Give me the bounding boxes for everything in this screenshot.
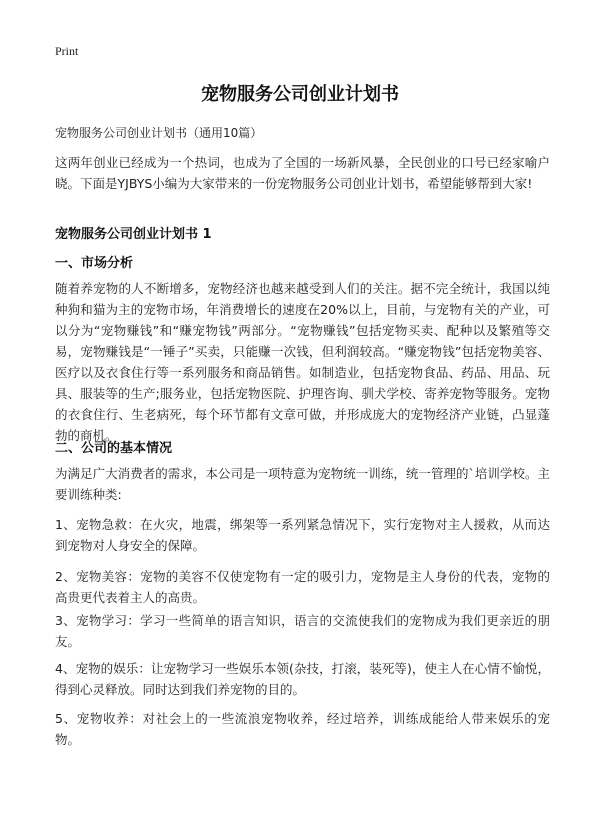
list-item: 3、宠物学习：学习一些简单的语言知识，语言的交流使我们的宠物成为我们更亲近的朋友。 — [55, 613, 550, 649]
document-subtitle: 宠物服务公司创业计划书（通用10篇） — [55, 126, 263, 140]
list-item: 5、宠物收养：对社会上的一些流浪宠物收养，经过培养，训练成能给人带来娱乐的宠物。 — [55, 711, 550, 747]
document-title: 宠物服务公司创业计划书 — [201, 84, 399, 105]
list-item: 1、宠物急救：在火灾，地震，绑架等一系列紧急情况下，实行宠物对主人援救，从而达到宠物对人身安全的保障。 — [55, 517, 550, 553]
company-heading: 二、公司的基本情况 — [55, 441, 173, 456]
intro-paragraph: 这两年创业已经成为一个热词，也成为了全国的一场新风暴，全民创业的口号已经家喻户晓。下面是YJBYS小编为大家带来的一份宠物服务公司创业计划书，希望能够帮到大家! — [55, 155, 550, 191]
list-item: 2、宠物美容：宠物的美容不仅使宠物有一定的吸引力，宠物是主人身份的代表，宠物的高贵更代表着主人的高贵。 — [55, 569, 550, 605]
list-item: 4、宠物的娱乐：让宠物学习一些娱乐本领(杂技，打滚，装死等)，使主人在心情不愉悦，得到心灵释放。同时达到我们养宠物的目的。 — [55, 661, 550, 697]
company-paragraph: 为满足广大消费者的需求，本公司是一项特意为宠物统一训练，统一管理的`培训学校。主要训练种类: — [55, 466, 550, 502]
market-paragraph: 随着养宠物的人不断增多，宠物经济也越来越受到人们的关注。据不完全统计，我国以纯种狗和猫为主的宠物市场，年消费增长的速度在20%以上，目前，与宠物有关的产业，可以分为“宠物赚钱”和“赚宠物钱”两部分。“宠物赚钱”包括宠物买卖、配种以及繁殖等交易，宠物赚钱是“一锤子”买卖，只能赚一次钱，但利润较高。“赚宠物钱”包括宠物美容、医疗以及衣食住行等一系列服务和商品销售。如制造业，包括宠物食品、药品、用品、玩具、服装等的生产;服务业，包括宠物医院、护理咨询、驯犬学校、寄养宠物等服务。宠物的衣食住行、生老病死，每个环节都有文章可做，并形成庞大的宠物经济产业链，凸显蓬勃的商机。 — [55, 281, 550, 443]
print-label: Print — [55, 44, 79, 58]
section-title: 宠物服务公司创业计划书 1 — [55, 227, 212, 242]
market-heading: 一、市场分析 — [55, 256, 134, 271]
